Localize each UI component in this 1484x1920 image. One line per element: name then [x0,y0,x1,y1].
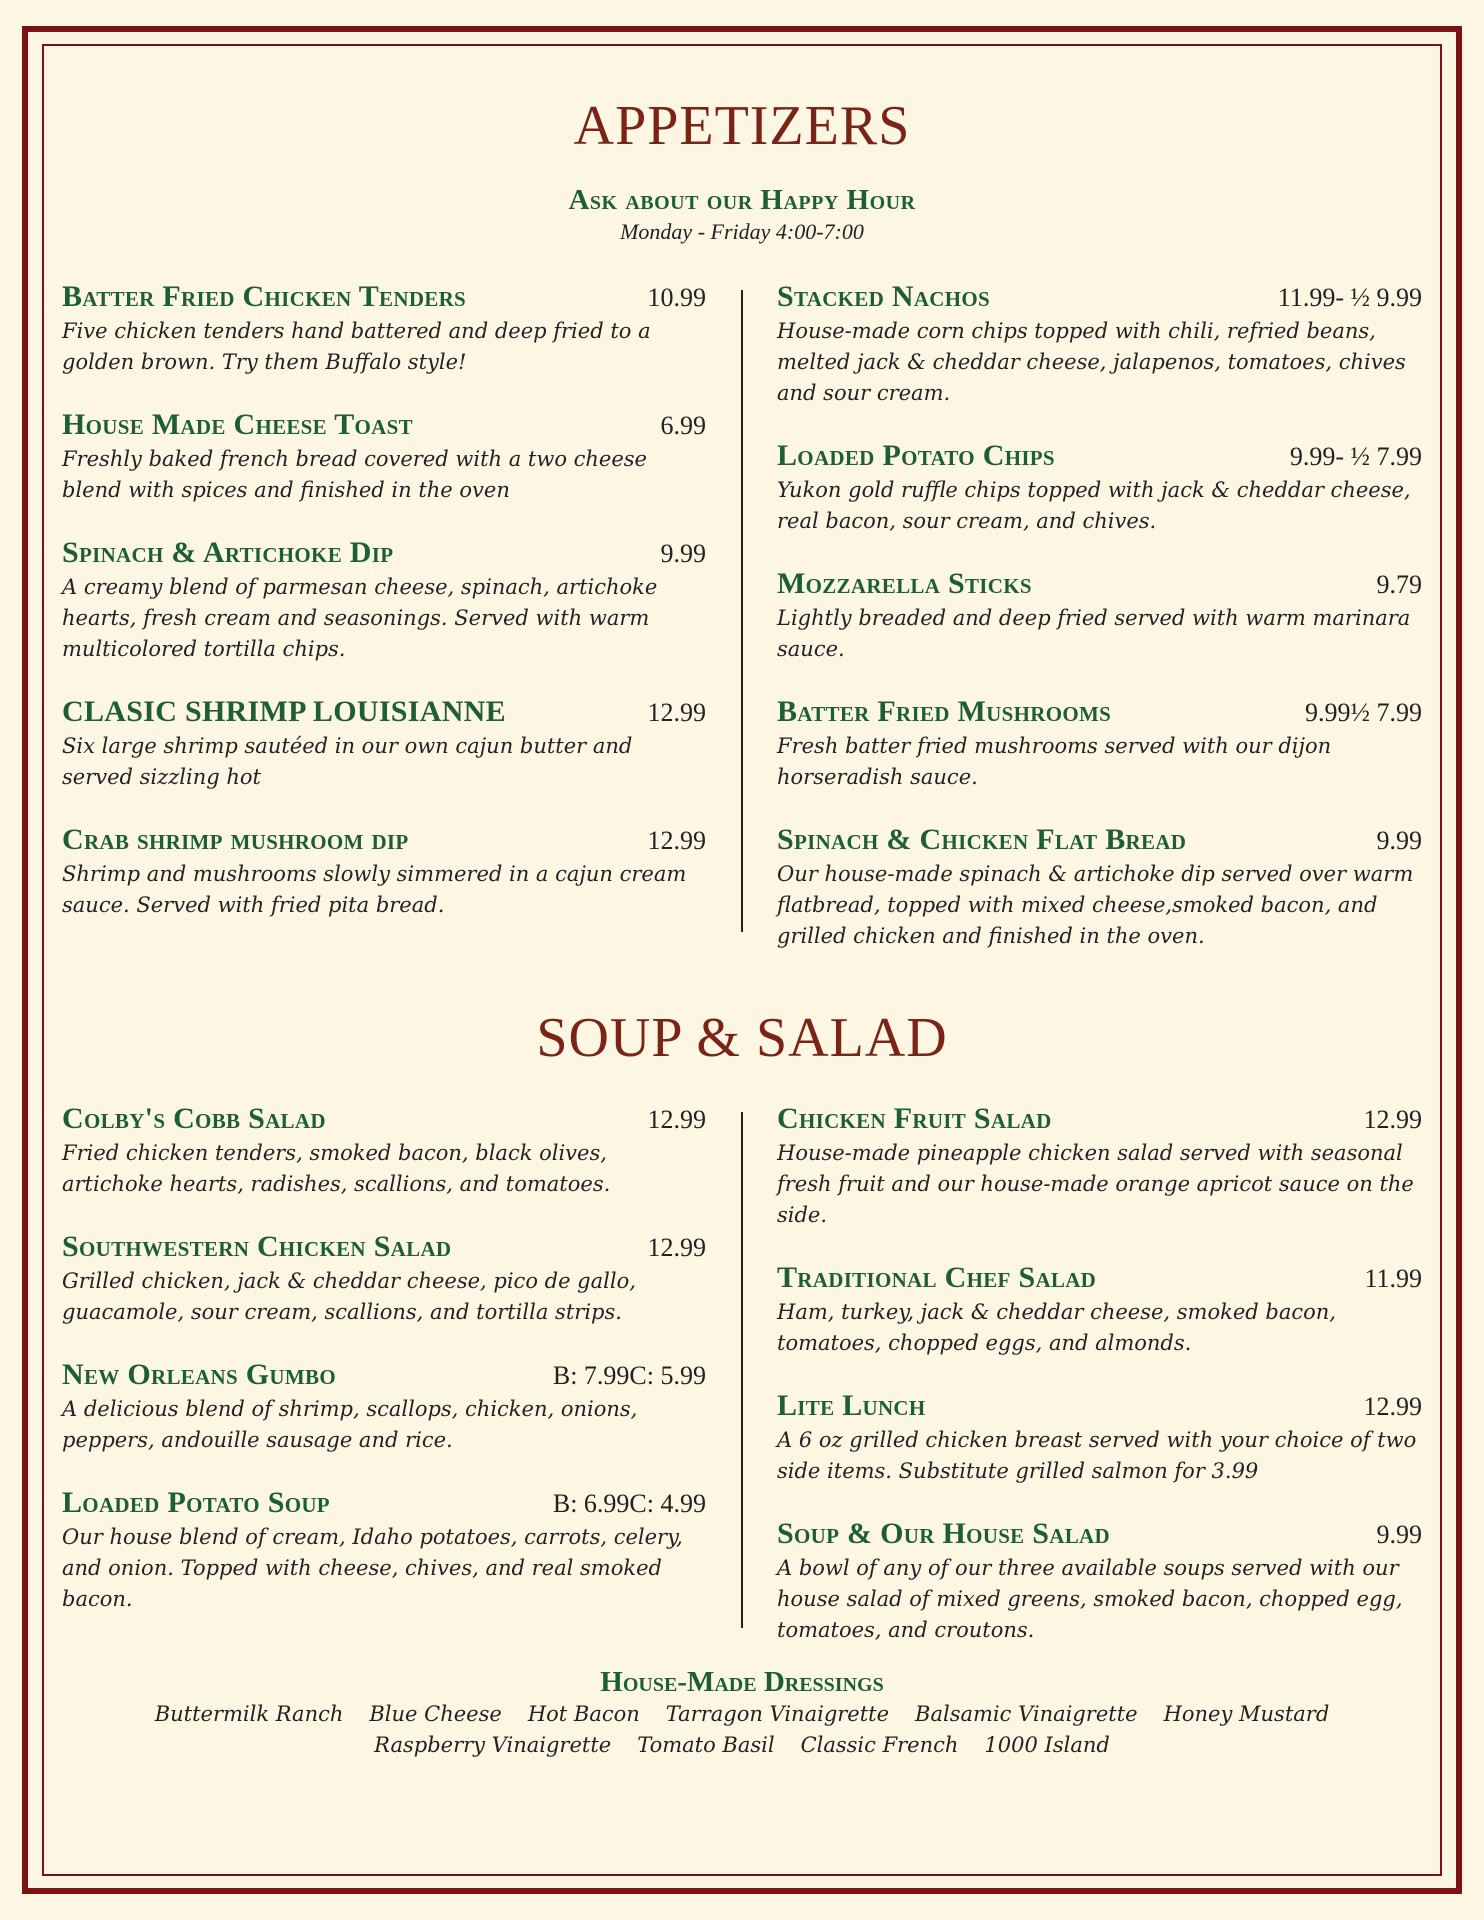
menu-item [777,695,1422,793]
item-description: A 6 oz grilled chicken breast served with your choice of two side items. Substitute grilled salmon for 3.99 [777,1428,1417,1483]
appetizers-left-column [62,280,706,951]
item-description: Ham, turkey, jack & cheddar cheese, smoked bacon, tomatoes, chopped eggs, and almonds. [777,1300,1336,1355]
dressings-title: House-Made Dressings [600,1666,884,1698]
item-name: Spinach & Artichoke Dip [62,536,394,569]
menu-item [777,439,1422,537]
item-description: A delicious blend of shrimp, scallops, chicken, onions, peppers, andouille sausage and rice. [62,1397,638,1452]
dressing-item: Honey Mustard [1163,1702,1330,1726]
menu-item [777,1261,1422,1359]
dressing-item: Hot Bacon [527,1702,640,1726]
item-description: Grilled chicken, jack & cheddar cheese, pico de gallo, guacamole, sour cream, scallions, and tortilla strips. [62,1269,636,1324]
item-price: B: 6.99C: 4.99 [552,1489,706,1518]
item-price: 9.99 [660,539,706,568]
item-name: Southwestern Chicken Salad [62,1230,452,1263]
appetizers-right-column [777,280,1422,982]
item-price: 11.99- ½ 9.99 [1277,283,1422,312]
column-divider [741,1112,743,1628]
column-divider [741,290,743,932]
item-name: Loaded Potato Chips [777,439,1055,472]
item-price: 12.99 [1363,1392,1422,1421]
item-price: 12.99 [647,1233,706,1262]
menu-item [62,823,706,921]
soup-salad-right-column [777,1102,1422,1676]
item-name: Loaded Potato Soup [62,1486,330,1519]
item-description: Fried chicken tenders, smoked bacon, black olives, artichoke hearts, radishes, scallions, and tomatoes. [62,1141,611,1196]
item-name: House Made Cheese Toast [62,408,413,441]
menu-item [62,1358,706,1456]
item-price: 9.79 [1376,570,1422,599]
dressing-item: Classic French [800,1733,959,1757]
item-description: Five chicken tenders hand battered and deep fried to a golden brown. Try them Buffalo style! [62,319,651,374]
item-name: Mozzarella Sticks [777,567,1032,600]
item-price: 11.99 [1364,1264,1422,1293]
happy-hour-headline: Ask about our Happy Hour [568,184,916,216]
item-price: 9.99 [1376,1520,1422,1549]
item-description: Shrimp and mushrooms slowly simmered in a cajun cream sauce. Served with fried pita bread. [62,862,687,917]
menu-item [777,1389,1422,1487]
item-name: Stacked Nachos [777,280,991,313]
appetizers-title: APPETIZERS [573,95,911,157]
item-name: Colby's Cobb Salad [62,1102,326,1135]
soup-salad-title: SOUP & SALAD [536,1007,948,1069]
menu-item [777,1102,1422,1231]
dressings-line-1 [90,1699,1394,1730]
item-name: Lite Lunch [777,1389,926,1422]
item-description: House-made pineapple chicken salad served with seasonal fresh fruit and our house-made orange apricot sauce on the side. [777,1141,1414,1227]
item-description: Lightly breaded and deep fried served with warm marinara sauce. [777,606,1411,661]
dressings-line-2 [90,1730,1394,1761]
item-name: New Orleans Gumbo [62,1358,336,1391]
dressing-item: Buttermilk Ranch [154,1702,344,1726]
item-description: A bowl of any of our three available soups served with our house salad of mixed greens, smoked bacon, chopped egg, tomatoes, and croutons. [777,1556,1403,1642]
item-description: House-made corn chips topped with chili, refried beans, melted jack & cheddar cheese, jalapenos, tomatoes, chives and sour cream. [777,319,1406,405]
dressing-item: Blue Cheese [369,1702,502,1726]
item-name: Batter Fried Mushrooms [777,695,1112,728]
item-description: Our house-made spinach & artichoke dip served over warm flatbread, topped with mixed cheese,smoked bacon, and grilled chicken and finished in the oven. [777,862,1414,948]
item-price: B: 7.99C: 5.99 [552,1361,706,1390]
item-description: Fresh batter fried mushrooms served with our dijon horseradish sauce. [777,734,1332,789]
menu-item [62,280,706,378]
menu-item [777,567,1422,665]
item-name: Soup & Our House Salad [777,1517,1110,1550]
item-price: 10.99 [647,283,706,312]
item-price: 12.99 [647,826,706,855]
dressing-item: Raspberry Vinaigrette [374,1733,612,1757]
menu-item [62,536,706,665]
item-price: 9.99- ½ 7.99 [1289,442,1422,471]
dressing-item: Balsamic Vinaigrette [915,1702,1138,1726]
item-description: Freshly baked french bread covered with a two cheese blend with spices and finished in the oven [62,447,647,502]
menu-item [777,1517,1422,1646]
item-description: A creamy blend of parmesan cheese, spinach, artichoke hearts, fresh cream and seasonings. Served with warm multicolored tortilla chips. [62,575,658,661]
item-price: 9.99½ 7.99 [1305,698,1422,727]
menu-item [777,823,1422,952]
item-price: 6.99 [660,411,706,440]
item-description: Yukon gold ruffle chips topped with jack & cheddar cheese, real bacon, sour cream, and chives. [777,478,1411,533]
item-description: Six large shrimp sautéed in our own cajun butter and served sizzling hot [62,734,633,789]
item-name: Batter Fried Chicken Tenders [62,280,467,313]
dressings-section [90,1666,1394,1761]
item-name: Chicken Fruit Salad [777,1102,1052,1135]
item-name: Traditional Chef Salad [777,1261,1097,1294]
soup-salad-left-column [62,1102,706,1645]
menu-item [62,1230,706,1328]
menu-item [62,1102,706,1200]
menu-item [62,695,706,793]
item-price: 12.99 [1363,1105,1422,1134]
happy-hour-notice [0,184,1484,245]
item-price: 12.99 [647,698,706,727]
dressing-item: 1000 Island [984,1733,1110,1757]
dressing-item: Tarragon Vinaigrette [665,1702,890,1726]
happy-hour-times: Monday - Friday 4:00-7:00 [620,219,864,244]
menu-item [62,1486,706,1615]
dressing-item: Tomato Basil [637,1733,775,1757]
menu-item [777,280,1422,409]
menu-item [62,408,706,506]
item-price: 9.99 [1376,826,1422,855]
item-price: 12.99 [647,1105,706,1134]
item-name: CLASIC SHRIMP LOUISIANNE [62,695,506,728]
item-description: Our house blend of cream, Idaho potatoes, carrots, celery, and onion. Topped with cheese, chives, and real smoked bacon. [62,1525,683,1611]
item-name: Spinach & Chicken Flat Bread [777,823,1187,856]
item-name: Crab shrimp mushroom dip [62,823,409,856]
